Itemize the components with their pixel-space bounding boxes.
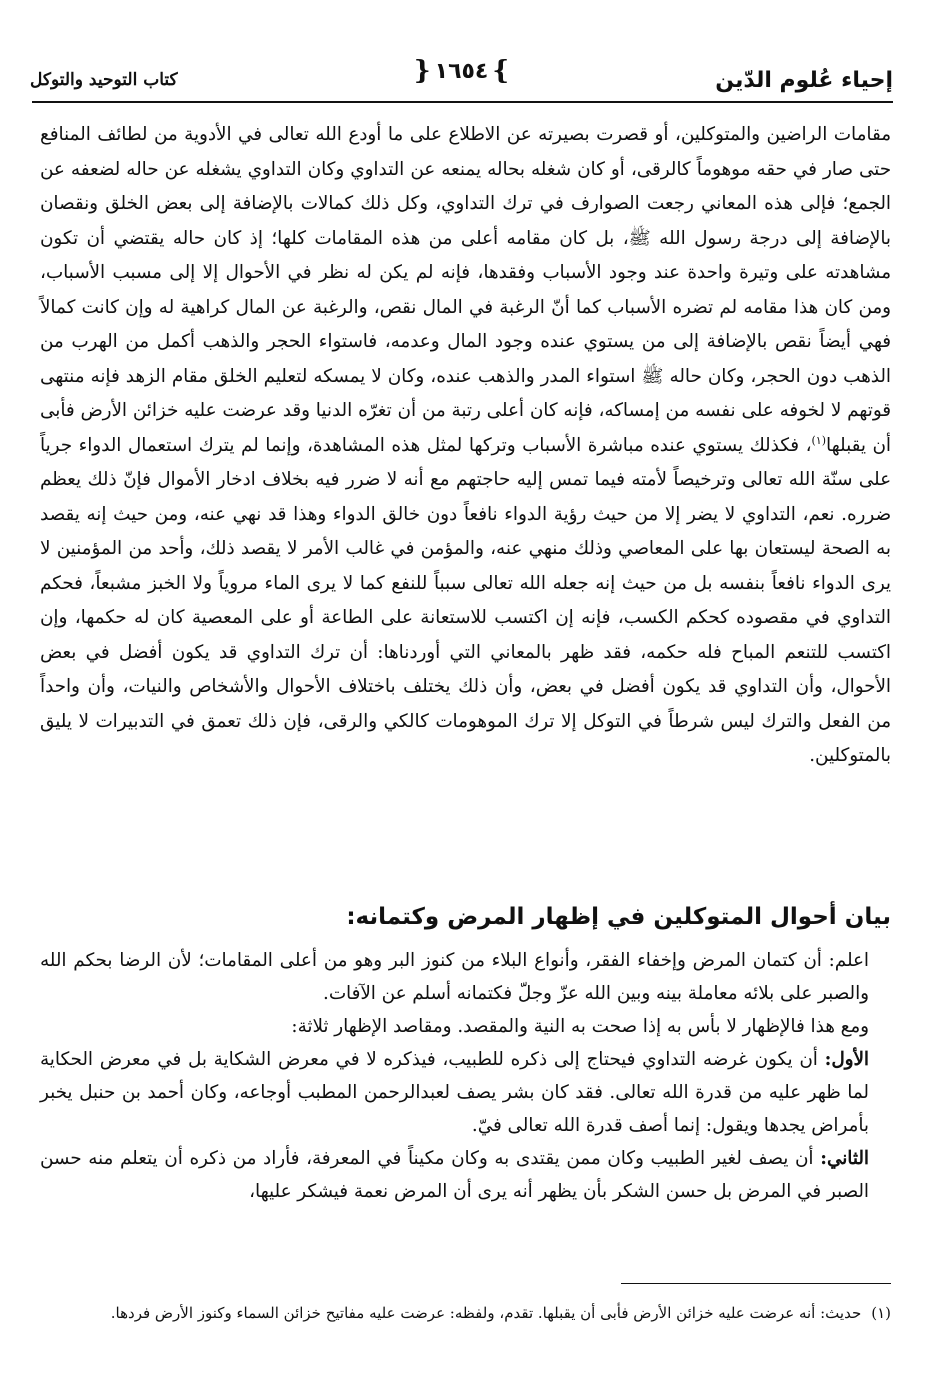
footnote-divider [621,1283,891,1284]
footnote-marker: (١) [871,1304,891,1322]
header-divider [32,101,893,103]
main-text [40,118,891,774]
footnote-reference[interactable]: (١) [811,433,827,447]
item-label: الأول: [824,1049,869,1070]
footnote-text: حديث: أنه عرضت عليه خزائن الأرض فأبى أن يقبلها. تقدم، ولفظه: عرضت عليه مفاتيح خزائن السماء وكنوز الأرض فردها. [110,1304,862,1322]
paragraph [40,118,891,774]
footnote [40,1300,891,1327]
paragraph-text-continued: ، فكذلك يستوي عنده مباشرة الأسباب وتركها لمثل هذه المشاهدة، وإنما لم يترك استعمال الدواء جرياً على سنّة الله تعالى وترخيصاً لأمته فيما تمس إليه حاجتهم مع أنه لا ضرر فيه بخلاف ادخار الأموال فإنّ ذلك يعظم ضرره. نعم، التداوي لا يضر إلا من حيث رؤية الدواء نافعاً دون خالق الدواء وهذا قد نهي عنه، ومن حيث إنه يقصد به الصحة ليستعان بها على المعاصي وذلك منهي عنه، والمؤمن في غالب الأمر لا يقصد ذلك، وأحد من المؤمنين لا يرى الدواء نافعاً بنفسه بل من حيث إنه جعله الله تعالى سبباً للنفع كما لا يرى الماء مروياً ولا الخبز مشبعاً، فحكم التداوي في مقصوده كحكم الكسب، فإنه إن اكتسب للاستعانة على الطاعة أو على المعصية كان له حكمها، وإن اكتسب للتنعم المباح فله حكمه، فقد ظهر بالمعاني التي أوردناها: أن ترك التداوي قد يكون أفضل في بعض الأحوال، وأن التداوي قد يكون أفضل في بعض، وأن ذلك يختلف باختلاف الأحوال والأشخاص والنيات، وأن واحداً من الفعل والترك ليس شرطاً في التوكل إلا ترك الموهومات كالكي والرقى، فإن ذلك تعمق في التدبيرات لا يليق بالمتوكلين. [40,434,891,766]
section-heading: بيان أحوال المتوكلين في إظهار المرض وكتمانه: [346,904,891,930]
page-number: ١٦٥٤ [434,58,489,84]
running-header [30,58,893,102]
page-number-block [414,58,509,84]
section-text [40,944,891,1208]
section-paragraph [40,1142,891,1208]
book-title: إحياء عُلوم الدّين [715,67,893,93]
section-paragraph [40,1043,891,1142]
item-text: أن يصف لغير الطبيب وكان ممن يقتدى به وكان مكيناً في المعرفة، فأراد من ذكره أن يتعلم منه حسن الصبر في المرض بل حسن الشكر بأن يظهر أنه يرى أن المرض نعمة فيشكر عليها، [40,1148,869,1202]
ornament-left-icon: } [413,56,431,86]
item-label: الثاني: [820,1148,870,1169]
item-text: أن يكون غرضه التداوي فيحتاج إلى ذكره للطبيب، فيذكره لا في معرض الشكاية بل في معرض الحكاية لما ظهر عليه من قدرة الله تعالى. فقد كان بشر يصف لعبدالرحمن المطبب أوجاعه، وكان أحمد بن حنبل يخبر بأمراض يجدها ويقول: إنما أصف قدرة الله تعالى فيّ. [40,1049,869,1136]
section-paragraph: اعلم: أن كتمان المرض وإخفاء الفقر، وأنواع البلاء من كنوز البر وهو من أعلى المقامات؛ لأن الرضا بحكم الله والصبر على بلائه معاملة بينه وبين الله عزّ وجلّ فكتمانه أسلم عن الآفات. [40,950,869,1004]
chapter-title: كتاب التوحيد والتوكل [30,70,178,90]
ornament-right-icon: { [492,56,510,86]
section-paragraph: ومع هذا فالإظهار لا بأس به إذا صحت به النية والمقصد. ومقاصد الإظهار ثلاثة: [291,1016,869,1037]
paragraph-text: مقامات الراضين والمتوكلين، أو قصرت بصيرته عن الاطلاع على ما أودع الله تعالى في الأدوية من لطائف المنافع حتى صار في حقه موهوماً كالرقى، أو كان شغله بحاله يمنعه عن التداوي وكان التداوي يشغله عن حاله لضعفه عن الجمع؛ فإلى هذه المعاني رجعت الصوارف في ترك التداوي، وكل ذلك كمالات بالإضافة إلى بعض الخلق ونقصان بالإضافة إلى درجة رسول الله ﷺ، بل كان مقامه أعلى من هذه المقامات كلها؛ إذ كان حاله يقتضي أن تكون مشاهدته على وتيرة واحدة عند وجود الأسباب وفقدها، فإنه لم يكن له نظر في الأحوال إلا إلى مسبب الأسباب، ومن كان هذا مقامه لم تضره الأسباب كما أنّ الرغبة في المال نقص، والرغبة عن المال كراهية له وإن كانت كمالاً فهي أيضاً نقص بالإضافة إلى من يستوي عنده وجود المال وعدمه، فاستواء الحجر والذهب أكمل من الهرب من الذهب دون الحجر، وكان حاله ﷺ استواء المدر والذهب عنده، وكان لا يمسكه لتعليم الخلق مقام الزهد فإنه منتهى قوتهم لا لخوفه على نفسه من إمساكه، فإنه كان أعلى رتبة من أن تغرّه الدنيا وقد عرضت عليه خزائن الأرض فأبى أن يقبلها [40,124,891,456]
